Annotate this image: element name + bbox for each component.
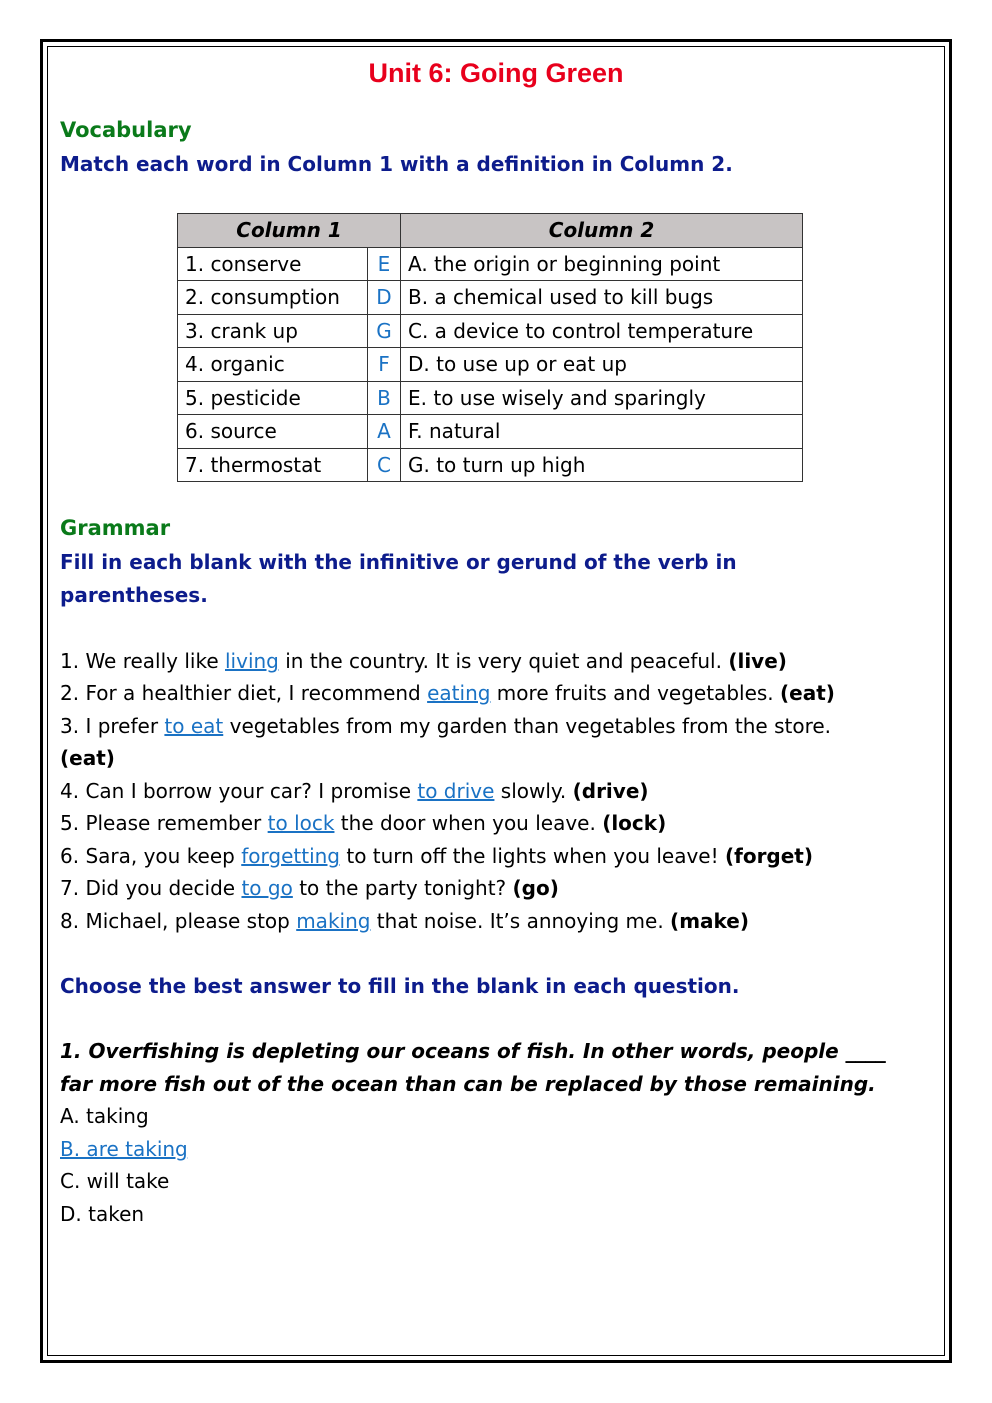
definition-cell: F. natural (401, 415, 803, 449)
grammar-item (60, 844, 813, 868)
verb-hint: (drive) (572, 779, 649, 803)
verb-hint: (go) (512, 876, 559, 900)
verb-hint: (eat) (60, 746, 115, 770)
grammar-item-continued (60, 746, 115, 770)
answer-cell: E (368, 247, 401, 281)
definition-cell: G. to turn up high (401, 448, 803, 482)
grammar-item (60, 909, 749, 933)
verb-hint: (forget) (724, 844, 814, 868)
verb-hint: (lock) (602, 811, 667, 835)
grammar-item (60, 779, 649, 803)
word-cell: 3. crank up (178, 314, 368, 348)
item-text: in the country. It is very quiet and peaceful. (278, 649, 729, 673)
vocabulary-heading: Vocabulary (60, 118, 192, 142)
definition-cell: A. the origin or beginning point (401, 247, 803, 281)
answer-text: living (225, 649, 279, 673)
option-d: D. taken (60, 1202, 145, 1226)
matching-table (177, 213, 803, 482)
option-c: C. will take (60, 1169, 170, 1193)
page-title: Unit 6: Going Green (368, 58, 624, 88)
table-row (178, 348, 803, 382)
item-text: 7. Did you decide (60, 876, 242, 900)
definition-cell: D. to use up or eat up (401, 348, 803, 382)
answer-cell: F (368, 348, 401, 382)
verb-hint: (eat) (780, 681, 835, 705)
item-text: that noise. It’s annoying me. (370, 909, 671, 933)
item-text: to turn off the lights when you leave! (340, 844, 725, 868)
grammar-item (60, 714, 831, 738)
word-cell: 5. pesticide (178, 381, 368, 415)
answer-text: forgetting (241, 844, 340, 868)
item-text: 3. I prefer (60, 714, 165, 738)
item-text: 1. We really like (60, 649, 225, 673)
table-row (178, 247, 803, 281)
answer-text: to lock (267, 811, 335, 835)
definition-cell: B. a chemical used to kill bugs (401, 281, 803, 315)
question-line-2: far more fish out of the ocean than can be replaced by those remaining. (60, 1072, 876, 1096)
grammar-instruction-line1: Fill in each blank with the infinitive or gerund of the verb in (60, 550, 737, 574)
multiple-choice-instruction: Choose the best answer to fill in the blank in each question. (60, 974, 740, 998)
table-row (178, 314, 803, 348)
question-line-1: 1. Overfishing is depleting our oceans of fish. In other words, people ____ (60, 1039, 886, 1063)
answer-text: to eat (164, 714, 224, 738)
item-text: the door when you leave. (334, 811, 603, 835)
answer-text: making (296, 909, 371, 933)
answer-cell: C (368, 448, 401, 482)
word-cell: 2. consumption (178, 281, 368, 315)
answer-text: eating (427, 681, 491, 705)
item-text: more fruits and vegetables. (490, 681, 781, 705)
item-text: 8. Michael, please stop (60, 909, 297, 933)
option-a: A. taking (60, 1104, 149, 1128)
grammar-instruction-line2: parentheses. (60, 583, 208, 607)
verb-hint: (live) (728, 649, 787, 673)
definition-cell: C. a device to control temperature (401, 314, 803, 348)
table-row (178, 448, 803, 482)
column1-header: Column 1 (178, 214, 401, 248)
table-row (178, 281, 803, 315)
table-row (178, 381, 803, 415)
grammar-item (60, 876, 559, 900)
column2-header: Column 2 (401, 214, 803, 248)
option-b-correct: B. are taking (60, 1137, 188, 1161)
grammar-item (60, 811, 666, 835)
item-text: 5. Please remember (60, 811, 268, 835)
item-text: 2. For a healthier diet, I recommend (60, 681, 428, 705)
item-text: slowly. (494, 779, 573, 803)
table-row (178, 415, 803, 449)
item-text: vegetables from my garden than vegetables from the store. (223, 714, 832, 738)
vocabulary-instruction: Match each word in Column 1 with a definition in Column 2. (60, 152, 733, 176)
word-cell: 4. organic (178, 348, 368, 382)
answer-cell: D (368, 281, 401, 315)
item-text: 6. Sara, you keep (60, 844, 242, 868)
grammar-item (60, 681, 835, 705)
grammar-item (60, 649, 787, 673)
item-text: 4. Can I borrow your car? I promise (60, 779, 418, 803)
answer-text: to go (241, 876, 293, 900)
answer-cell: B (368, 381, 401, 415)
answer-cell: A (368, 415, 401, 449)
verb-hint: (make) (670, 909, 749, 933)
item-text: to the party tonight? (292, 876, 513, 900)
table-header-row (178, 214, 803, 248)
answer-cell: G (368, 314, 401, 348)
word-cell: 6. source (178, 415, 368, 449)
word-cell: 7. thermostat (178, 448, 368, 482)
answer-text: to drive (417, 779, 495, 803)
grammar-heading: Grammar (60, 516, 171, 540)
definition-cell: E. to use wisely and sparingly (401, 381, 803, 415)
word-cell: 1. conserve (178, 247, 368, 281)
